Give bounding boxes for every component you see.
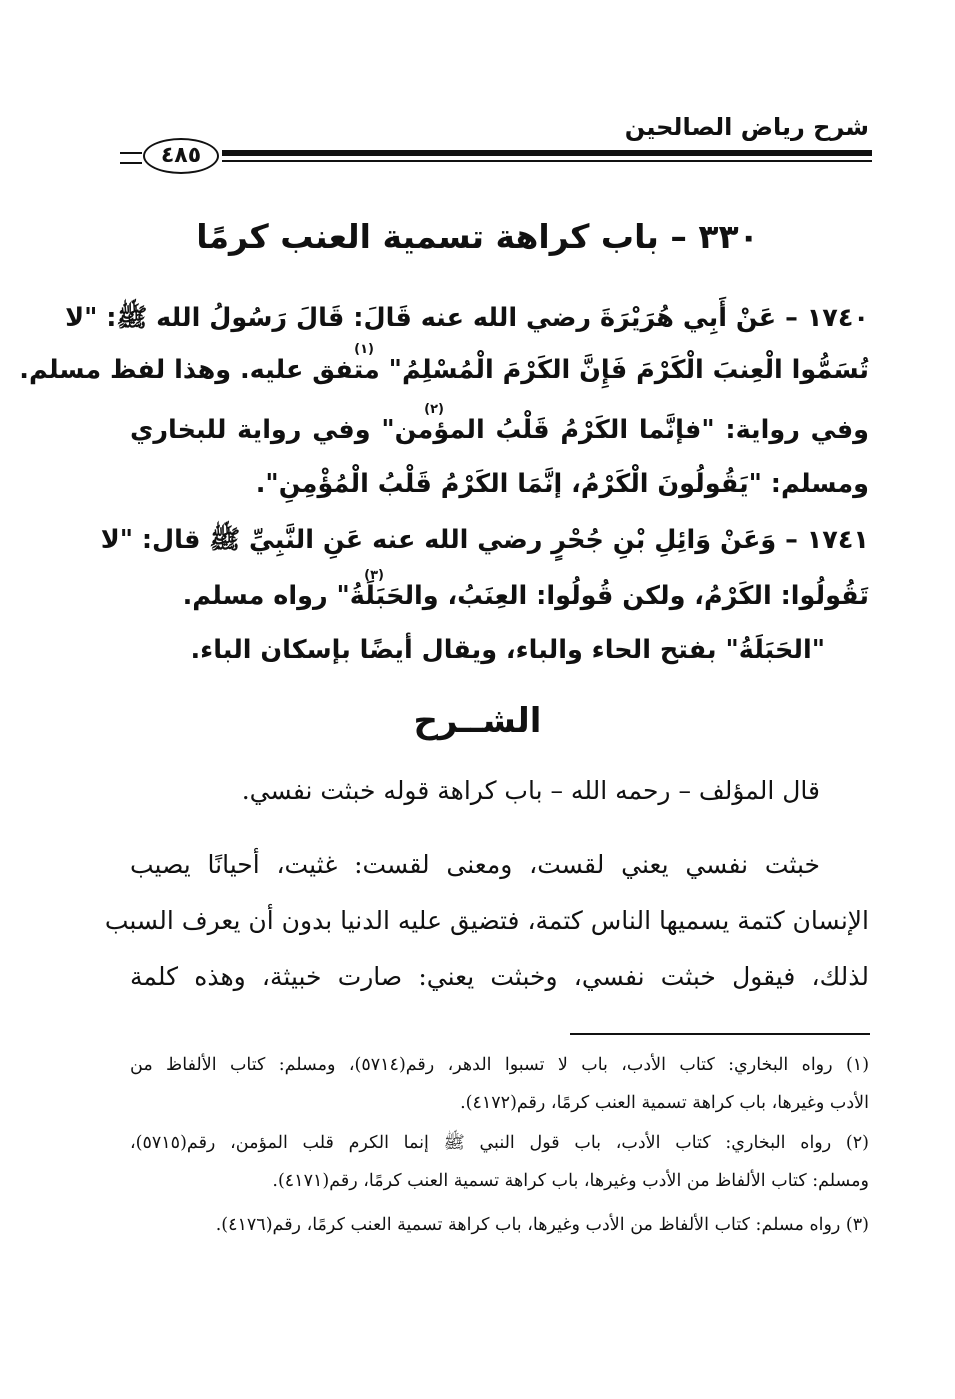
- hadith-line-text: وفي رواية: "فإنَّما الكَرْمُ قَلْبُ المؤمن" وفي رواية للبخاري: [130, 415, 869, 445]
- hadith-line: تَقُولُوا: الكَرْمُ، ولكن قُولُوا: العِنَبُ، والحَبَلَةُ" رواه مسلم. (٣): [182, 568, 869, 611]
- commentary-line: لذلك، فيقول خبثت نفسي، وخبثت يعني: صارت خبيثة، وهذه كلمة: [130, 962, 869, 991]
- footnote-rule: [570, 1033, 870, 1035]
- hadith-line: ١٧٤٠ – عَنْ أَبِي هُرَيْرَةَ رضي الله عنه قَالَ: قَالَ رَسُولُ الله ﷺ: "لا: [65, 303, 869, 333]
- hadith-line-text: تَقُولُوا: الكَرْمُ، ولكن قُولُوا: العِنَبُ، والحَبَلَةُ" رواه مسلم.: [182, 581, 869, 611]
- page-number-ornament: [120, 152, 142, 164]
- running-title: شرح رياض الصالحين: [624, 113, 869, 141]
- footnote-line: الأدب وغيرها، باب كراهة تسمية العنب كرمًا، رقم(٤١٧٢).: [460, 1093, 869, 1113]
- footnote-line: (٢) رواه البخاري: كتاب الأدب، باب قول النبي ﷺ إنما الكرم قلب المؤمن، رقم(٥٧١٥)،: [130, 1133, 869, 1153]
- footnote-line: (١) رواه البخاري: كتاب الأدب، باب لا تسبوا الدهر، رقم(٥٧١٤)، ومسلم: كتاب الألفاظ من: [130, 1055, 870, 1075]
- header-rule-thick: [222, 150, 872, 156]
- commentary-line: خبثت نفسي يعني لقست، ومعنى لقست: غثيت، أحيانًا يصيب: [130, 850, 820, 879]
- hadith-line: تُسَمُّوا الْعِنبَ الْكَرْمَ فَإِنَّ الكَرْمَ الْمُسْلِمُ" متفق عليه. وهذا لفظ مسلم. (١): [19, 342, 869, 385]
- page-number: ٤٨٥: [143, 138, 219, 174]
- header-rule-thin: [222, 160, 872, 162]
- hadith-line: "الحَبَلَةُ" بفتح الحاء والباء، ويقال أيضًا بإسكان الباء.: [190, 635, 825, 665]
- hadith-line: ومسلم: "يَقُولُونَ الْكَرْمُ، إنَّمَا الكَرْمُ قَلْبُ الْمُؤْمِنِ".: [255, 469, 869, 499]
- hadith-line: ١٧٤١ – وَعَنْ وَائِلِ بْنِ جُحْرٍ رضي الله عنه عَنِ النَّبِيِّ ﷺ قال: "لا: [100, 525, 869, 555]
- footnote-line: ومسلم: كتاب الألفاظ من الأدب وغيرها، باب كراهة تسمية العنب كرمًا، رقم(٤١٧١).: [272, 1171, 869, 1191]
- footnote-line: (٣) رواه مسلم: كتاب الألفاظ من الأدب وغيرها، باب كراهة تسمية العنب كرمًا، رقم(٤١٧٦).: [215, 1215, 869, 1235]
- commentary-line: قال المؤلف – رحمه الله – باب كراهة قوله خبثت نفسي.: [241, 776, 820, 805]
- sharh-heading: الشــرح: [413, 701, 542, 741]
- chapter-title: ٣٣٠ – باب كراهة تسمية العنب كرمًا: [196, 217, 759, 256]
- commentary-line: الإنسان كتمة يسميها الناس كتمة، فتضيق عليه الدنيا بدون أن يعرف السبب: [104, 906, 869, 935]
- hadith-line-text: تُسَمُّوا الْعِنبَ الْكَرْمَ فَإِنَّ الكَرْمَ الْمُسْلِمُ" متفق عليه. وهذا لفظ مسلم.: [19, 355, 869, 385]
- hadith-line: وفي رواية: "فإنَّما الكَرْمُ قَلْبُ المؤمن" وفي رواية للبخاري (٢): [130, 402, 869, 445]
